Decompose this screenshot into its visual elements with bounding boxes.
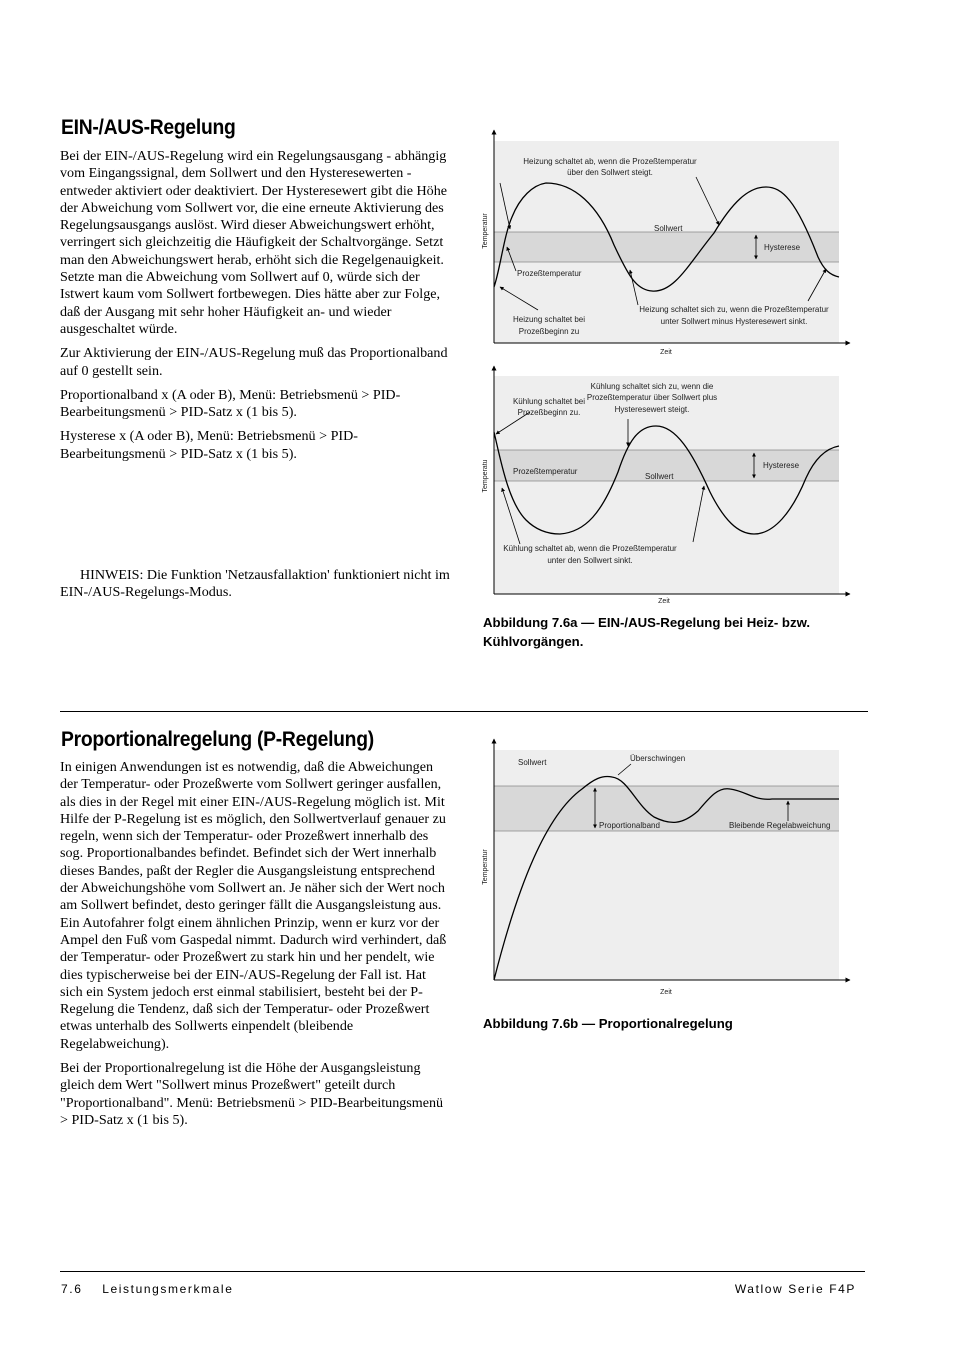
paragraph: In einigen Anwendungen ist es notwendig, daß die Abweichungen der Temperatur- oder Prozeßwerte vom Sollwert geringer ausfallen, als dies in der Regel mit einer EIN-/AUS-Regelung möglich ist. Mit Hilfe der P-Regelung ist es möglich, den Sollwertverlauf genauer zu regeln, wenn sich der Temperatur- oder Prozeßwert innerhalb des sog. Proportionalbandes befindet. Befindet sich der Wert innerhalb dieses Bandes, paßt der Regler die Ausgangsleistung entsprechend der Abweichungshöhe vom Sollwert an. Je näher sich der Wert noch am Sollwert befindet, desto geringer fällt die Ausgangsleistung aus. Ein Autofahrer folgt einem ähnlichen Prinzip, wenn er kurz vor der Ampel den Fuß vom Gaspedal nimmt. Dadurch wird verhindert, daß der Temperatur- oder Prozeßwert zu stark hin und her pendelt, wie dies typischerweise bei der EIN-/AUS-Regelung der Fall ist. Hat sich ein System jedoch erst einmal stabilisiert, besteht bei der P-Regelung die Tendenz, daß sich der Temperatur- oder Prozeßwert etwas unterhalb des Sollwerts einpendelt (bleibende Regelabweichung).: [60, 759, 447, 1052]
annotation-heat-start-1: Heizung schaltet bei: [512, 315, 586, 324]
section-divider: [60, 711, 868, 712]
footer-left: 7.6 Leistungsmerkmale: [61, 1282, 234, 1296]
annotation-cool-off-1: Kühlung schaltet ab, wenn die Prozeßtemperatur: [503, 544, 677, 553]
caption-line: Abbildung 7.6a — EIN-/AUS-Regelung bei Heiz- bzw.: [483, 615, 811, 630]
heating-chart: [478, 125, 858, 357]
process-label: Prozeßtemperatur: [513, 467, 578, 476]
annotation-cool-on-2: Prozeßtemperatur über Sollwert plus: [586, 393, 718, 402]
hysteresis-label: Hysterese: [763, 461, 800, 470]
y-axis-label: Temperatur: [482, 213, 489, 249]
x-axis-label: Zeit: [660, 989, 672, 996]
overshoot-label: Überschwingen: [630, 754, 686, 763]
x-axis-label: Zeit: [660, 349, 672, 356]
figure-caption-a: [483, 613, 853, 651]
annotation-heat-off-1: Heizung schaltet ab, wenn die Prozeßtemperatur: [523, 157, 697, 166]
paragraph: Hysterese x (A oder B), Menü: Betriebsmenü > PID-Bearbeitungsmenü > PID-Satz x (1 bis 5).: [60, 428, 358, 462]
annotation-heat-off-2: über den Sollwert steigt.: [567, 168, 653, 177]
annotation-heat-on-2: unter Sollwert minus Hysteresewert sinkt.: [660, 317, 808, 326]
footer-rule: [60, 1271, 865, 1272]
section-heading-proportional: Proportionalregelung (P-Regelung): [61, 728, 374, 751]
setpoint-label: Sollwert: [518, 758, 547, 767]
annotation-cool-on-1: Kühlung schaltet sich zu, wenn die: [590, 382, 714, 391]
paragraph: Bei der Proportionalregelung ist die Höhe der Ausgangsleistung gleich dem Wert "Sollwert minus Prozeßwert" geteilt durch "Proportionalband". Menü: Betriebsmenü > PID-Bearbeitungsmenü > PID-Satz x (1 bis 5).: [60, 1060, 444, 1128]
caption-line: Kühlvorgängen.: [483, 634, 584, 649]
annotation-heat-start-2: Prozeßbeginn zu: [518, 327, 580, 336]
y-axis-label: Temperatur: [482, 849, 489, 885]
offset-label: Bleibende Regelabweichung: [729, 821, 831, 830]
section-body-on-off: [60, 148, 452, 470]
setpoint-label: Sollwert: [654, 224, 683, 233]
paragraph: Proportionalband x (A oder B), Menü: Betriebsmenü > PID-Bearbeitungsmenü > PID-Satz x (1 bis 5).: [60, 386, 401, 421]
x-axis-label: Zeit: [658, 598, 670, 605]
annotation-cool-start-1: Kühlung schaltet bei: [512, 397, 586, 406]
paragraph: Zur Aktivierung der EIN-/AUS-Regelung muß das Proportionalband auf 0 gestellt sein.: [60, 345, 448, 379]
y-axis-label: Temperatu: [482, 459, 489, 493]
hysteresis-label: Hysterese: [764, 243, 801, 252]
proportional-chart: [478, 735, 858, 997]
figure-caption-b: Abbildung 7.6b — Proportionalregelung: [483, 1016, 733, 1031]
cooling-chart: [478, 362, 858, 607]
note-block: [60, 567, 452, 609]
annotation-cool-on-3: Hysteresewert steigt.: [614, 405, 690, 414]
annotation-cool-off-2: unter den Sollwert sinkt.: [547, 556, 633, 565]
annotation-heat-on-1: Heizung schaltet sich zu, wenn die Prozeßtemperatur: [639, 305, 829, 314]
chart-background: [494, 750, 839, 980]
footer-right: Watlow Serie F4P: [734, 1282, 856, 1296]
paragraph: Bei der EIN-/AUS-Regelung wird ein Regelungsausgang - abhängig vom Eingangssignal, dem Sollwert und den Hysteresewerten - entweder aktiviert oder deaktiviert. Der Hysteresewert gibt die Höhe der Abweichung vom Sollwert vor, die eine erneute Aktivierung des Regelungsausgangs auslöst. Wird dieser Abweichungswert erhöht, verringert sich gleichzeitig die Häufigkeit der Schaltvorgänge. Setzt man den Abweichungswert herab, erhöht sich die Regelgenauigkeit. Setzte man die Abweichung vom Sollwert auf 0, würde sich der Istwert kaum vom Sollwert fortbewegen. Dies hätte aber zur Folge, daß der Ausgang mit sehr hoher Häufigkeit an- und wieder ausgeschaltet würde.: [60, 148, 448, 337]
band-label: Proportionalband: [599, 821, 660, 830]
process-label: Prozeßtemperatur: [517, 269, 582, 278]
annotation-cool-start-2: Prozeßbeginn zu.: [517, 408, 581, 417]
section-heading-on-off: EIN-/AUS-Regelung: [61, 116, 236, 139]
section-body-proportional: [60, 759, 452, 1136]
note-text: HINWEIS: Die Funktion 'Netzausfallaktion' funktioniert nicht im EIN-/AUS-Regelungs-Modus.: [60, 567, 450, 601]
setpoint-label: Sollwert: [645, 472, 674, 481]
